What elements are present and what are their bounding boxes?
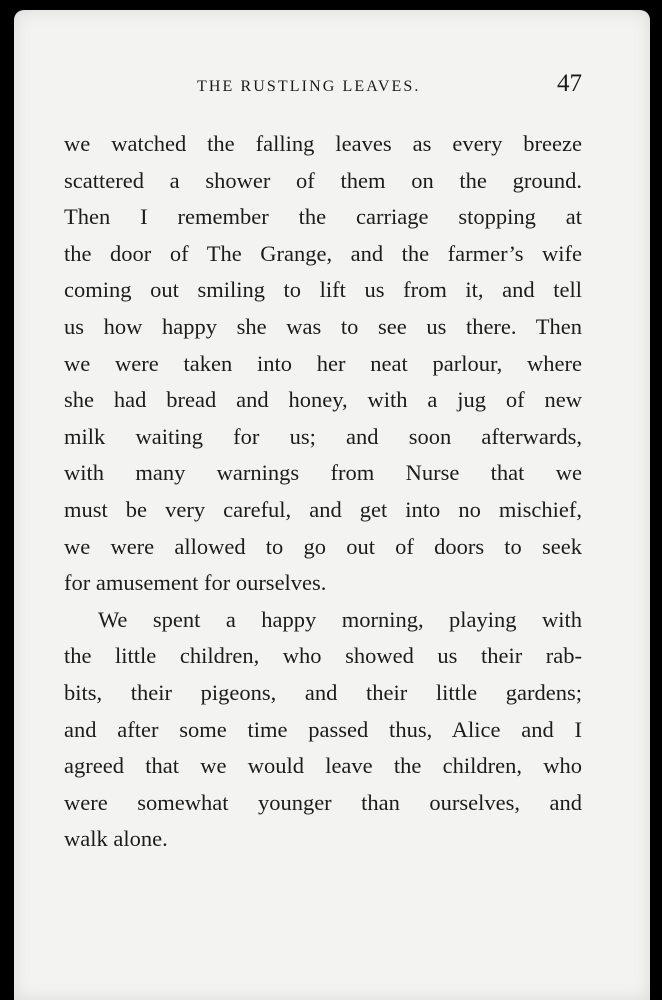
text-line: us how happy she was to see us there. Then [64,313,582,339]
text-line: agreed that we would leave the children, who [64,753,582,779]
page-header [0,70,662,104]
text-line: We spent a happy morning, playing with [98,606,582,632]
page-number: 47 [557,70,582,97]
text-line: milk waiting for us; and soon afterwards, [64,423,582,449]
text-line: we watched the falling leaves as every breeze [64,131,582,156]
text-line: she had bread and honey, with a jug of new [64,387,582,413]
paragraph [64,602,582,858]
text-line: must be very careful, and get into no mischief, [64,496,582,522]
text-line: Then I remember the carriage stopping at [64,204,582,230]
text-line: for amusement for ourselves. [64,570,327,596]
text-line: coming out smiling to lift us from it, and tell [64,277,582,303]
text-line: with many warnings from Nurse that we [64,460,582,486]
text-line: were somewhat younger than ourselves, and [64,789,582,815]
text-line: we were taken into her neat parlour, where [64,350,582,376]
running-title: THE RUSTLING LEAVES. [197,78,421,95]
text-line: the door of The Grange, and the farmer’s wife [64,240,582,266]
text-line: bits, their pigeons, and their little gardens; [64,679,582,705]
paragraph [64,126,582,602]
text-line: and after some time passed thus, Alice and I [64,716,582,742]
text-line: walk alone. [64,826,168,852]
body-text [64,126,582,858]
text-line: we were allowed to go out of doors to seek [64,533,582,559]
text-line: scattered a shower of them on the ground. [64,167,582,193]
text-line: the little children, who showed us their rab- [64,643,582,669]
